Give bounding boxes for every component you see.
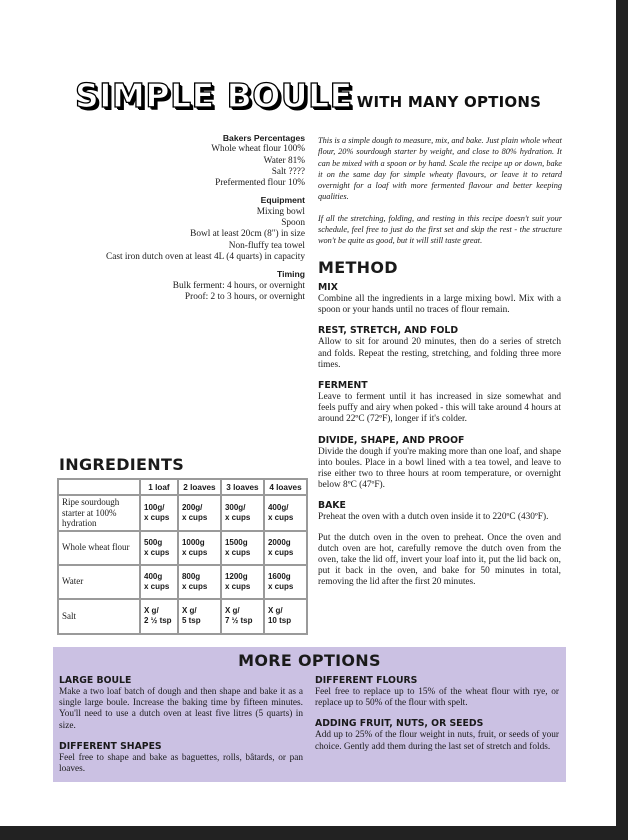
- recipe-info: [55, 133, 305, 303]
- ingredient-name: Ripe sourdough starter at 100% hydration: [58, 495, 140, 531]
- column-header: 2 loaves: [178, 479, 221, 495]
- step-text: Combine all the ingredients in a large mixing bowl. Mix with a spoon or your hands until no traces of flour remain.: [318, 294, 561, 316]
- column-header: 1 loaf: [140, 479, 178, 495]
- more-options-left-column: [59, 675, 303, 775]
- viewer-frame-right: [616, 0, 628, 840]
- ingredient-name: Salt: [58, 599, 140, 634]
- table-row: [58, 565, 307, 599]
- ingredient-cell: 1000g x cups: [178, 531, 221, 565]
- step-title: DIVIDE, SHAPE, AND PROOF: [318, 434, 465, 446]
- step-title: MIX: [318, 282, 338, 293]
- equipment-item: Cast iron dutch oven at least 4L (4 quarts) in capacity: [106, 251, 305, 262]
- equipment-item: Spoon: [281, 218, 305, 229]
- step-title: BAKE: [318, 500, 346, 512]
- step-text: Divide the dough if you're making more than one loaf, and shape into boules. Place in a bowl lined with a tea towel, and leave to rise either two to three hours at room temperature, or overnight below 8ºC (47ºF).: [318, 446, 561, 491]
- viewer-frame-bottom: [0, 826, 628, 840]
- column-header: [58, 479, 140, 495]
- option-adding-fruit: [315, 718, 559, 752]
- option-text: Feel free to replace up to 15% of the wheat flour with rye, or replace up to 50% of the flour with spelt.: [315, 687, 559, 709]
- ingredient-cell: 500g x cups: [140, 531, 178, 565]
- option-large-boule: [59, 675, 303, 732]
- ingredient-cell: X g/ 5 tsp: [178, 599, 221, 634]
- option-text: Make a two loaf batch of dough and then shape and bake it as a single large boule. Increase the baking time by fifteen minutes. You'll need to use a dutch oven at least five litres (5 quarts) in size.: [59, 687, 303, 731]
- bakers-percentage-item: Water 81%: [263, 155, 305, 166]
- step-text: Put the dutch oven in the oven to preheat. Once the oven and dutch oven are hot, carefully remove the dutch oven from the oven, take the lid off, invert your loaf into it, put the lid back on, put it back in the oven, and bake for 50 minutes in total, removing the lid after the first 20 minutes.: [318, 532, 561, 588]
- option-text: Add up to 25% of the flour weight in nuts, fruit, or seeds of your choice. Gently add them during the last set of stretch and folds.: [315, 730, 559, 752]
- ingredient-cell: 400g/ x cups: [264, 495, 307, 531]
- method-step-divide: [318, 435, 561, 492]
- step-text: Allow to sit for around 20 minutes, then do a series of stretch and folds. Repeat the resting, stretching, and folding three more times.: [318, 337, 561, 370]
- method-step-bake: [318, 500, 561, 588]
- option-different-shapes: [59, 741, 303, 775]
- step-title: FERMENT: [318, 380, 368, 392]
- table-row: [58, 495, 307, 531]
- option-different-flours: [315, 675, 559, 709]
- method-steps: [318, 282, 561, 589]
- more-options-box: [53, 647, 566, 782]
- step-text: Leave to ferment until it has increased in size somewhat and feels puffy and airy when poked - this will take around 4 hours at around 22ºC (72ºF), longer if it's colder.: [318, 392, 561, 425]
- step-title: REST, STRETCH, AND FOLD: [318, 325, 459, 337]
- ingredient-cell: 1200g x cups: [221, 565, 264, 599]
- title-subtitle: WITH MANY OPTIONS: [356, 93, 542, 111]
- equipment-item: Non-fluffy tea towel: [228, 240, 305, 251]
- option-text: Feel free to shape and bake as baguettes, rolls, bâtards, or pan loaves.: [59, 752, 303, 775]
- equipment-item: Bowl at least 20cm (8") in size: [190, 229, 305, 240]
- ingredient-cell: X g/ 10 tsp: [264, 599, 307, 634]
- ingredient-cell: 2000g x cups: [264, 531, 307, 565]
- ingredient-cell: 300g/ x cups: [221, 495, 264, 531]
- table-row: [58, 531, 307, 565]
- timing-item: Bulk ferment: 4 hours, or overnight: [172, 280, 305, 291]
- timing-item: Proof: 2 to 3 hours, or overnight: [184, 291, 305, 302]
- ingredient-cell: 200g/ x cups: [178, 495, 221, 531]
- option-title: LARGE BOULE: [59, 675, 132, 686]
- method-step-ferment: [318, 380, 561, 426]
- method-heading: METHOD: [318, 258, 398, 277]
- ingredient-cell: 1500g x cups: [221, 531, 264, 565]
- ingredient-name: Whole wheat flour: [58, 531, 140, 565]
- column-header: 3 loaves: [221, 479, 264, 495]
- more-options-heading: MORE OPTIONS: [238, 651, 381, 670]
- ingredients-heading: INGREDIENTS: [59, 455, 185, 474]
- ingredient-cell: 100g/ x cups: [140, 495, 178, 531]
- title-main: SIMPLE BOULE: [75, 76, 353, 115]
- option-title: DIFFERENT SHAPES: [59, 740, 162, 752]
- option-title: DIFFERENT FLOURS: [315, 675, 418, 686]
- recipe-title: [75, 76, 605, 115]
- bakers-percentages-heading: Bakers Percentages: [222, 133, 305, 143]
- ingredient-name: Water: [58, 565, 140, 599]
- equipment-item: Mixing bowl: [256, 206, 305, 217]
- intro-text: [318, 135, 562, 247]
- table-header-row: [58, 479, 307, 495]
- bakers-percentage-item: Prefermented flour 10%: [215, 178, 305, 189]
- method-step-mix: [318, 282, 561, 316]
- step-text: Preheat the oven with a dutch oven inside it to 220ºC (430ºF).: [318, 512, 549, 523]
- ingredient-cell: 1600g x cups: [264, 565, 307, 599]
- bakers-percentage-item: Whole wheat flour 100%: [211, 144, 305, 155]
- timing-heading: Timing: [276, 269, 305, 280]
- table-row: [58, 599, 307, 634]
- column-header: 4 loaves: [264, 479, 307, 495]
- intro-paragraph: If all the stretching, folding, and resting in this recipe doesn't suit your schedule, feel free to just do the first set and skip the rest - the structure won't be quite as good, but it will still taste great.: [318, 213, 562, 246]
- ingredient-cell: X g/ 2 ½ tsp: [140, 599, 178, 634]
- method-step-rest: [318, 325, 561, 371]
- ingredient-cell: 800g x cups: [178, 565, 221, 599]
- bakers-percentage-item: Salt ????: [271, 166, 305, 177]
- ingredient-cell: X g/ 7 ½ tsp: [221, 599, 264, 634]
- more-options-right-column: [315, 675, 559, 753]
- ingredients-table: [57, 478, 308, 635]
- intro-paragraph: This is a simple dough to measure, mix, and bake. Just plain whole wheat flour, 20% sourdough starter by weight, and close to 80% hydration. It can be mixed with a spoon or by hand. Scale the recipe up or down, bake it on the same day for simple wheaty flavours, or leave it to retard overnight for a loaf with more fermented flavour and better keeping qualities.: [318, 136, 562, 202]
- equipment-heading: Equipment: [260, 195, 305, 206]
- ingredient-cell: 400g x cups: [140, 565, 178, 599]
- option-title: ADDING FRUIT, NUTS, OR SEEDS: [315, 718, 484, 730]
